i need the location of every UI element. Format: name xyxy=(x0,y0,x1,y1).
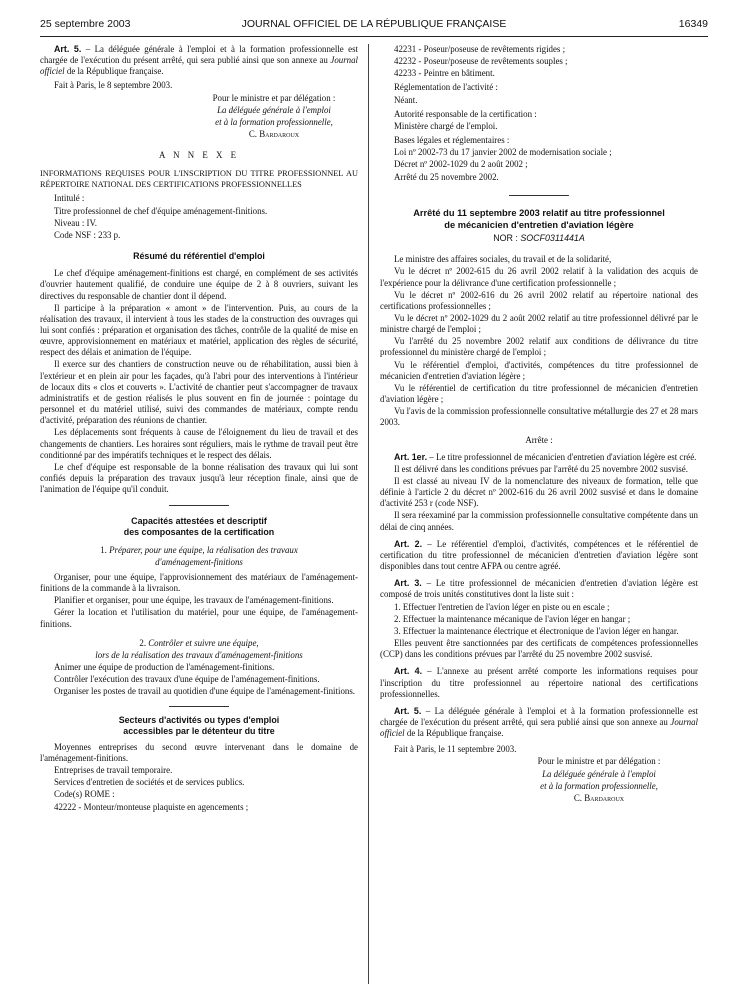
secteurs-item: Entreprises de travail temporaire. xyxy=(54,765,173,776)
article-1: Art. 1er. – Le titre professionnel de mécanicien d'entretien d'aviation légère est créé. xyxy=(394,451,697,462)
signature-date: Fait à Paris, le 11 septembre 2003. xyxy=(394,744,517,755)
header-rule xyxy=(40,36,708,37)
capacites-heading-1: Capacités attestées et descriptif xyxy=(131,516,267,527)
article-5: Art. 5. – La déléguée générale à l'emploi et à la formation professionnelle est chargée de l'exécution du présent arrêté, qui sera publié ainsi que son annexe au Journal officiel de la République française. xyxy=(380,705,698,739)
visa-paragraph: Vu le décret nº 2002-1029 du 2 août 2002 relatif au titre professionnel délivré par le ministre chargé de l'emploi ; xyxy=(380,312,698,335)
article-3: Art. 3. – Le titre professionnel de mécanicien d'entretien d'aviation légère est composé de trois unités constitutives dont la liste suit : xyxy=(380,578,698,600)
article-2: Art. 2. – Le référentiel d'emploi, d'activités, compétences et le référentiel de certification du titre professionnel de mécanicien d'entretien d'aviation légère sont disponibles dans tout centre AFPA ou centre agréé. xyxy=(380,538,698,572)
secteurs-heading-2: accessibles par le détenteur du titre xyxy=(123,725,275,736)
article-1-paragraph: Il sera réexaminé par la commission professionnelle consultative compétente dans un délai de cinq années. xyxy=(380,510,698,532)
resume-paragraph: Les déplacements sont fréquents à cause de l'éloignement du lieu de travail et des changements de chantiers. Les horaires sont réguliers, mais le rythme de travail peut être conditionné par des impératifs techniques et le respect des délais. xyxy=(40,427,358,460)
secteurs-item: 42222 - Monteur/monteuse plaquiste en agencements ; xyxy=(54,801,249,812)
article-1-paragraph: Il est délivré dans les conditions prévues par l'arrêté du 25 novembre 2002 susvisé. xyxy=(394,463,688,474)
bases-item: Loi nº 2002-73 du 17 janvier 2002 de modernisation sociale ; xyxy=(394,147,612,158)
section-1-title-2: d'aménagement-finitions xyxy=(155,556,243,567)
autorite-label: Autorité responsable de la certification : xyxy=(394,108,537,119)
visa-paragraph: Vu l'avis de la commission professionnelle consultative métallurgie des 27 et 28 mars 2003. xyxy=(380,406,698,428)
header-page-number: 16349 xyxy=(678,18,708,30)
right-column xyxy=(380,44,698,805)
section-separator xyxy=(169,505,229,506)
section-1-item: Gérer la location et l'utilisation du matériel, pour une équipe, de l'aménagement-finitions. xyxy=(40,607,358,629)
section-separator xyxy=(509,195,569,196)
signature-date: Fait à Paris, le 8 septembre 2003. xyxy=(54,80,173,91)
arrete-title-1: Arrêté du 11 septembre 2003 relatif au titre professionnel xyxy=(413,207,665,218)
signature-line-3: et à la formation professionnelle, xyxy=(215,116,333,127)
signature-line-3: et à la formation professionnelle, xyxy=(540,780,658,791)
bases-label: Bases légales et réglementaires : xyxy=(394,135,510,146)
column-divider xyxy=(368,44,369,984)
signature-line-2: La déléguée générale à l'emploi xyxy=(542,768,656,779)
bases-item: Arrêté du 25 novembre 2002. xyxy=(394,171,499,182)
capacites-heading-2: des composantes de la certification xyxy=(123,527,275,538)
signature-line-1: Pour le ministre et par délégation : xyxy=(212,92,336,103)
section-1-item: Organiser, pour une équipe, l'approvisionnement des matériaux de l'aménagement-finitions de la commande à la livraison. xyxy=(40,571,358,594)
header-date: 25 septembre 2003 xyxy=(40,18,131,30)
section-2-title: 2. Contrôler et suivre une équipe, xyxy=(139,637,259,648)
visa-paragraph: Vu le décret nº 2002-615 du 26 avril 2002 relatif à la validation des acquis de l'expérience pour la délivrance d'une certification professionnelle ; xyxy=(380,266,698,288)
annexe-info-heading: INFORMATIONS REQUISES POUR L'INSCRIPTION DU TITRE PROFESSIONNEL AU RÉPERTOIRE NATIONAL DES CERTIFICATIONS PROFESSIONNELLES xyxy=(40,169,358,189)
secteurs-item: Code(s) ROME : xyxy=(54,789,115,800)
annexe-heading: A N N E X E xyxy=(158,150,240,161)
secteurs-heading-1: Secteurs d'activités ou types d'emploi xyxy=(118,714,280,725)
section-2-item: Organiser les postes de travail au quotidien d'une équipe de l'aménagement-finitions. xyxy=(54,686,356,697)
visa-paragraph: Vu le référentiel de certification du titre professionnel de mécanicien d'entretien d'aviation légère ; xyxy=(380,382,698,405)
nor-reference: NOR : SOCF0311441A xyxy=(493,233,585,244)
code-nsf-text: Code NSF : 233 p. xyxy=(54,229,121,240)
secteurs-item: Moyennes entreprises du second œuvre intervenant dans le domaine de l'aménagement-finitions. xyxy=(40,741,358,763)
bases-item: Décret nº 2002-1029 du 2 août 2002 ; xyxy=(394,159,528,170)
article-3-list-item: 3. Effectuer la maintenance électrique et électronique de l'avion léger en hangar. xyxy=(394,625,679,636)
left-column xyxy=(40,44,358,814)
article-3-list-item: 2. Effectuer la maintenance mécanique de l'avion léger en hangar ; xyxy=(394,613,631,624)
autorite-value: Ministère chargé de l'emploi. xyxy=(394,120,498,131)
article-5-previous: Art. 5. – La déléguée générale à l'emploi et à la formation professionnelle est chargée de l'exécution du présent arrêté, qui sera publié ainsi que son annexe au Journal officiel de la République française. xyxy=(40,44,358,77)
section-2-title-2: lors de la réalisation des travaux d'aménagement-finitions xyxy=(95,649,303,660)
article-4: Art. 4. – L'annexe au présent arrêté comporte les informations requises pour l'inscription du titre professionnel au répertoire national des certifications professionnelles. xyxy=(380,666,698,699)
article-1-paragraph: Il est classé au niveau IV de la nomenclature des niveaux de formation, telle que définie à l'article 2 du décret nº 2002-616 du 26 avril 2002 susvisé et dans le domaine d'activité 253 r (code NSF). xyxy=(380,476,698,509)
resume-paragraph: Le chef d'équipe aménagement-finitions est chargé, en complément de ses activités d'ouvrier hautement qualifié, de conduire une équipe de 2 à 8 ouvriers, suivant les directives du responsable de chantier dont il dépend. xyxy=(40,268,358,301)
visa-paragraph: Vu le décret nº 2002-616 du 26 avril 2002 relatif au répertoire national des certifications professionnelles ; xyxy=(380,289,698,311)
signature-line-2: La déléguée générale à l'emploi xyxy=(217,104,331,115)
resume-heading: Résumé du référentiel d'emploi xyxy=(133,251,265,262)
section-separator xyxy=(169,706,229,707)
niveau-text: Niveau : IV. xyxy=(54,217,97,228)
signature-name: C. Bardaroux xyxy=(573,792,625,803)
reglementation-label: Réglementation de l'activité : xyxy=(394,82,498,93)
arrete-word: Arrête : xyxy=(525,434,553,445)
resume-paragraph: Il participe à la préparation « amont » de l'intervention. Puis, au cours de la réalisation des travaux, il intervient à tous les stades de la construction des ouvrages qui lui sont confiés : préparation et organisation des tâches, contrôle de la qualité de mise en œuvre, approvisionnement en matériaux et matériel, application des règles de sécurité, respect des délais et animation de l'équipe. xyxy=(40,302,358,358)
rome-code-item: 42233 - Peintre en bâtiment. xyxy=(394,68,495,79)
rome-code-item: 42231 - Poseur/poseuse de revêtements rigides ; xyxy=(394,44,566,54)
signature-line-1: Pour le ministre et par délégation : xyxy=(537,756,661,767)
running-header xyxy=(40,18,708,32)
visa-paragraph: Le ministre des affaires sociales, du travail et de la solidarité, xyxy=(394,254,612,265)
reglementation-value: Néant. xyxy=(394,94,418,105)
section-1-title: 1. Préparer, pour une équipe, la réalisation des travaux xyxy=(100,544,298,555)
header-journal-title: JOURNAL OFFICIEL DE LA RÉPUBLIQUE FRANÇAISE xyxy=(241,18,507,30)
article-3-list-item: 1. Effectuer l'entretien de l'avion léger en piste ou en escale ; xyxy=(394,601,610,612)
section-1-item: Planifier et organiser, pour une équipe, les travaux de l'aménagement-finitions. xyxy=(54,595,334,606)
signature-name: C. Bardaroux xyxy=(248,129,300,140)
secteurs-item: Services d'entretien de sociétés et de services publics. xyxy=(54,777,245,788)
rome-code-item: 42232 - Poseur/poseuse de revêtements souples ; xyxy=(394,56,568,67)
arrete-title-2: de mécanicien d'entretien d'aviation légère xyxy=(444,219,634,230)
section-2-item: Animer une équipe de production de l'aménagement-finitions. xyxy=(54,662,275,673)
article-3-paragraph: Elles peuvent être sanctionnées par des certificats de compétences professionnelles (CCP) dans les conditions prévues par l'arrêté du 25 novembre 2002 susvisé. xyxy=(380,638,698,660)
titre-text: Titre professionnel de chef d'équipe aménagement-finitions. xyxy=(54,205,268,216)
visa-paragraph: Vu l'arrêté du 25 novembre 2002 relatif aux conditions de délivrance du titre professionnel du ministère chargé de l'emploi ; xyxy=(380,336,698,358)
resume-paragraph: Il exerce sur des chantiers de construction neuve ou de réhabilitation, aussi bien à l'extérieur et en plein air pour les façades, qu'à l'abri pour des interventions à l'intérieur de locaux dits « clos et couverts ». L'activité de chantier peut s'accompagner de travaux administratifs et de gestion réalisés le plus souvent en fin de journée : pointage du personnel et du matériel utilisé, suivi des commandes de matériaux, compte rendu d'activité, préparation des réunions de chantier. xyxy=(40,359,358,426)
visa-paragraph: Vu le référentiel d'emploi, d'activités, compétences du titre professionnel de mécanicien d'entretien d'aviation légère ; xyxy=(380,359,698,381)
section-2-item: Contrôler l'exécution des travaux d'une équipe de l'aménagement-finitions. xyxy=(54,674,320,685)
intitule-label: Intitulé : xyxy=(54,193,85,204)
resume-paragraph: Le chef d'équipe est responsable de la bonne réalisation des travaux qui lui sont confiés depuis la préparation des travaux jusqu'à leur réception finale, ainsi que de l'animation de l'équipe qu'il conduit. xyxy=(40,461,358,495)
